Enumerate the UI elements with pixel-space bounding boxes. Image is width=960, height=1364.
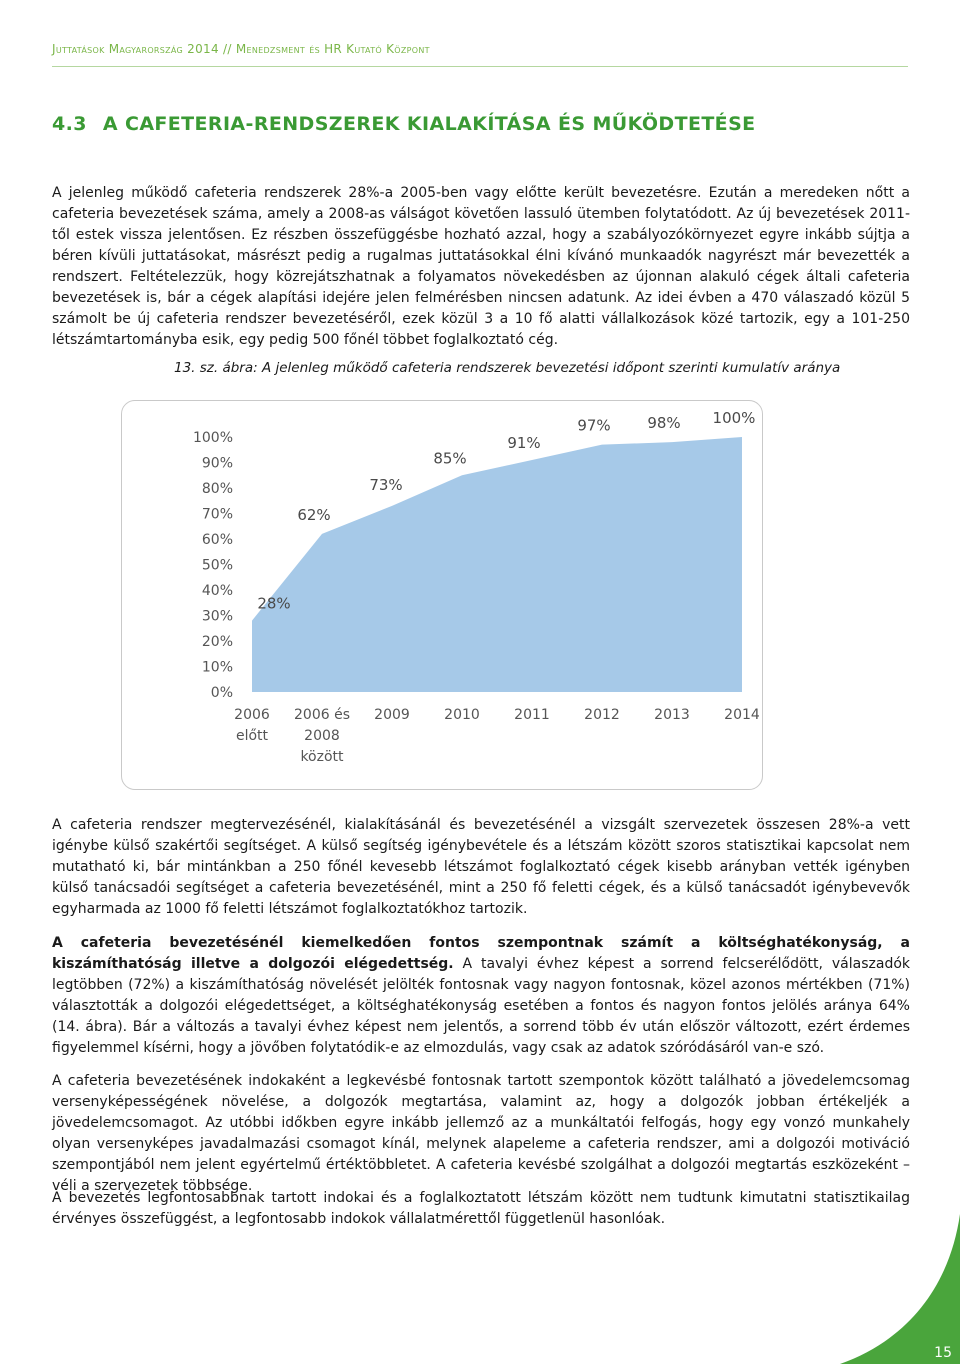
x-tick-label: között (300, 749, 344, 765)
cumulative-area-chart (122, 401, 762, 789)
y-tick-label: 20% (201, 634, 233, 650)
y-tick-label: 70% (201, 506, 233, 523)
x-tick-label: 2009 (374, 707, 410, 723)
x-tick-label: 2013 (654, 707, 690, 723)
section-number: 4.3 (52, 113, 87, 135)
data-label: 85% (433, 449, 467, 468)
x-tick-label: 2012 (584, 707, 620, 723)
data-label: 98% (647, 414, 681, 433)
data-label: 100% (712, 409, 756, 427)
x-tick-label: 2006 (234, 707, 270, 723)
section-title-text: A CAFETERIA-RENDSZEREK KIALAKÍTÁSA ÉS MŰKÖDTETÉSE (102, 113, 756, 135)
x-tick-label: 2011 (514, 707, 550, 723)
y-tick-label: 60% (201, 532, 233, 548)
y-tick-label: 40% (201, 583, 233, 599)
data-label: 62% (297, 505, 331, 524)
y-tick-label: 0% (210, 685, 233, 701)
figure-caption: 13. sz. ábra: A jelenleg működő cafeteria rendszerek bevezetési időpont szerinti kumulatív aránya (174, 360, 841, 376)
data-label: 97% (577, 416, 611, 435)
paragraph-priorities (52, 933, 910, 1059)
page-number: 15 (934, 1345, 952, 1361)
paragraph-reasons: A cafeteria bevezetésének indokaként a legkevésbé fontosnak tartott szempontok között található a jövedelemcsomag versenyképességének növelése, a dolgozók megtartása, valamint az, hogy a dolgozók jobban értékeljék a jövedelemcsomagot. Az utóbbi időkben egyre inkább jellemző az a munkáltatói felfogás, hogy egy vonzó munkahely olyan versenyképes javadalmazási csomagot kínál, melynek alapeleme a cafeteria rendszer, ami a dolgozói motiváció szempontjából nem jelent egyértelmű értéktöbbletet. A cafeteria kevésbé szolgálhat a dolgozói megtartás eszközeként – véli a szervezetek többsége. (52, 1073, 910, 1194)
data-label: 28% (257, 594, 291, 613)
y-tick-label: 80% (201, 481, 233, 497)
data-label: 73% (369, 475, 403, 494)
paragraph-consulting: A cafeteria rendszer megtervezésénél, kialakításánál és bevezetésénél a vizsgált szervezetek összesen 28%-a vett igénybe külső szakértői segítséget. A külső segítség igénybevétele és a létszám között szoros statisztikai kapcsolat nem mutatható ki, bár mintánkban a 250 főnél kevesebb létszámot foglalkoztató cégek kisebb arányban vették igényben külső tanácsadói segítséget a cafeteria bevezetésénél, mint a 250 fő feletti cégek, és a külső tanácsadót igénybevevők egyharmada az 1000 fő feletti létszámot foglalkoztatókhoz tartozik. (52, 817, 910, 917)
section-heading (52, 113, 756, 135)
paragraph-conclusion: A bevezetés legfontosabbnak tartott indokai és a foglalkoztatott létszám között nem tudtunk kimutatni statisztikailag érvényes összefüggést, a legfontosabb indokok vállalatmérettől függetlenül hasonlóak. (52, 1190, 910, 1227)
y-tick-label: 10% (201, 659, 233, 676)
y-tick-label: 90% (201, 455, 233, 472)
y-tick-label: 30% (201, 608, 233, 625)
x-tick-label: 2010 (444, 707, 480, 723)
paragraph-intro: A jelenleg működő cafeteria rendszerek 28%-a 2005-ben vagy előtte került bevezetésre. Ezután a meredeken nőtt a cafeteria bevezetések száma, amely a 2008-as válságot követően lassuló ütemben folytatódott. Az új bevezetések 2011-től estek vissza jelentősen. Ez részben összefüggésbe hozható azzal, hogy a szabályozókörnyezet egyre inkább sújtja a béren kívüli juttatásokat, másrészt pedig a rugalmas juttatásokkal élni kívánó munkaadók nagyrészt már bevezették a rendszert. Feltételezzük, hogy közrejátszhatnak a folyamatos növekedésben az újonnan alakuló cégek általi cafeteria bevezetések is, bár a cégek alapítási idejére jelen felmérésben nincsen adatunk. Az idei évben a 470 válaszadó közül 5 számolt be új cafeteria rendszer bevezetéséről, ezek közül 3 a 10 fő alatti vállalkozások közé tartozik, egy a 101-250 létszámtartományba esik, egy pedig 500 főnél többet foglalkoztató cég. (52, 185, 910, 348)
x-tick-label: 2014 (724, 707, 760, 723)
x-tick-label: előtt (235, 728, 269, 744)
x-tick-label: 2008 (304, 728, 340, 744)
paragraph-priorities-bold: A cafeteria bevezetésénél kiemelkedően fontos szempontnak számít a költséghatékonyság, a kiszámíthatóság illetve a dolgozói elégedettség. (52, 935, 910, 972)
running-header: Juttatások Magyarország 2014 // Menedzsment és HR Kutató Központ (52, 42, 430, 56)
header-divider (52, 66, 908, 67)
chart-frame (121, 400, 763, 790)
y-tick-label: 100% (192, 430, 233, 446)
y-tick-label: 50% (201, 557, 233, 574)
paragraph-priorities-text: A tavalyi évhez képest a sorrend felcserélődött, válaszadók legtöbben (72%) a kiszámíthatóság növelését jelölték fontosnak vagy nagyon fontosnak, közel azonos mértékben (71%) választották a dolgozói elégedettséget, a költséghatékonyság esetében a fontos és nagyon fontos jelölés aránya 64% (14. ábra). Bár a változás a tavalyi évhez képest nem jelentős, a sorrend több év után először változott, ezért érdemes figyelemmel kísérni, hogy a jövőben folytatódik-e az elmozdulás, vagy csak az adatok szóródásáról van-e szó. (52, 956, 911, 1056)
x-tick-label: 2006 és (294, 707, 350, 723)
corner-decoration (840, 1214, 960, 1364)
area-series (252, 437, 742, 692)
data-label: 91% (507, 433, 541, 452)
